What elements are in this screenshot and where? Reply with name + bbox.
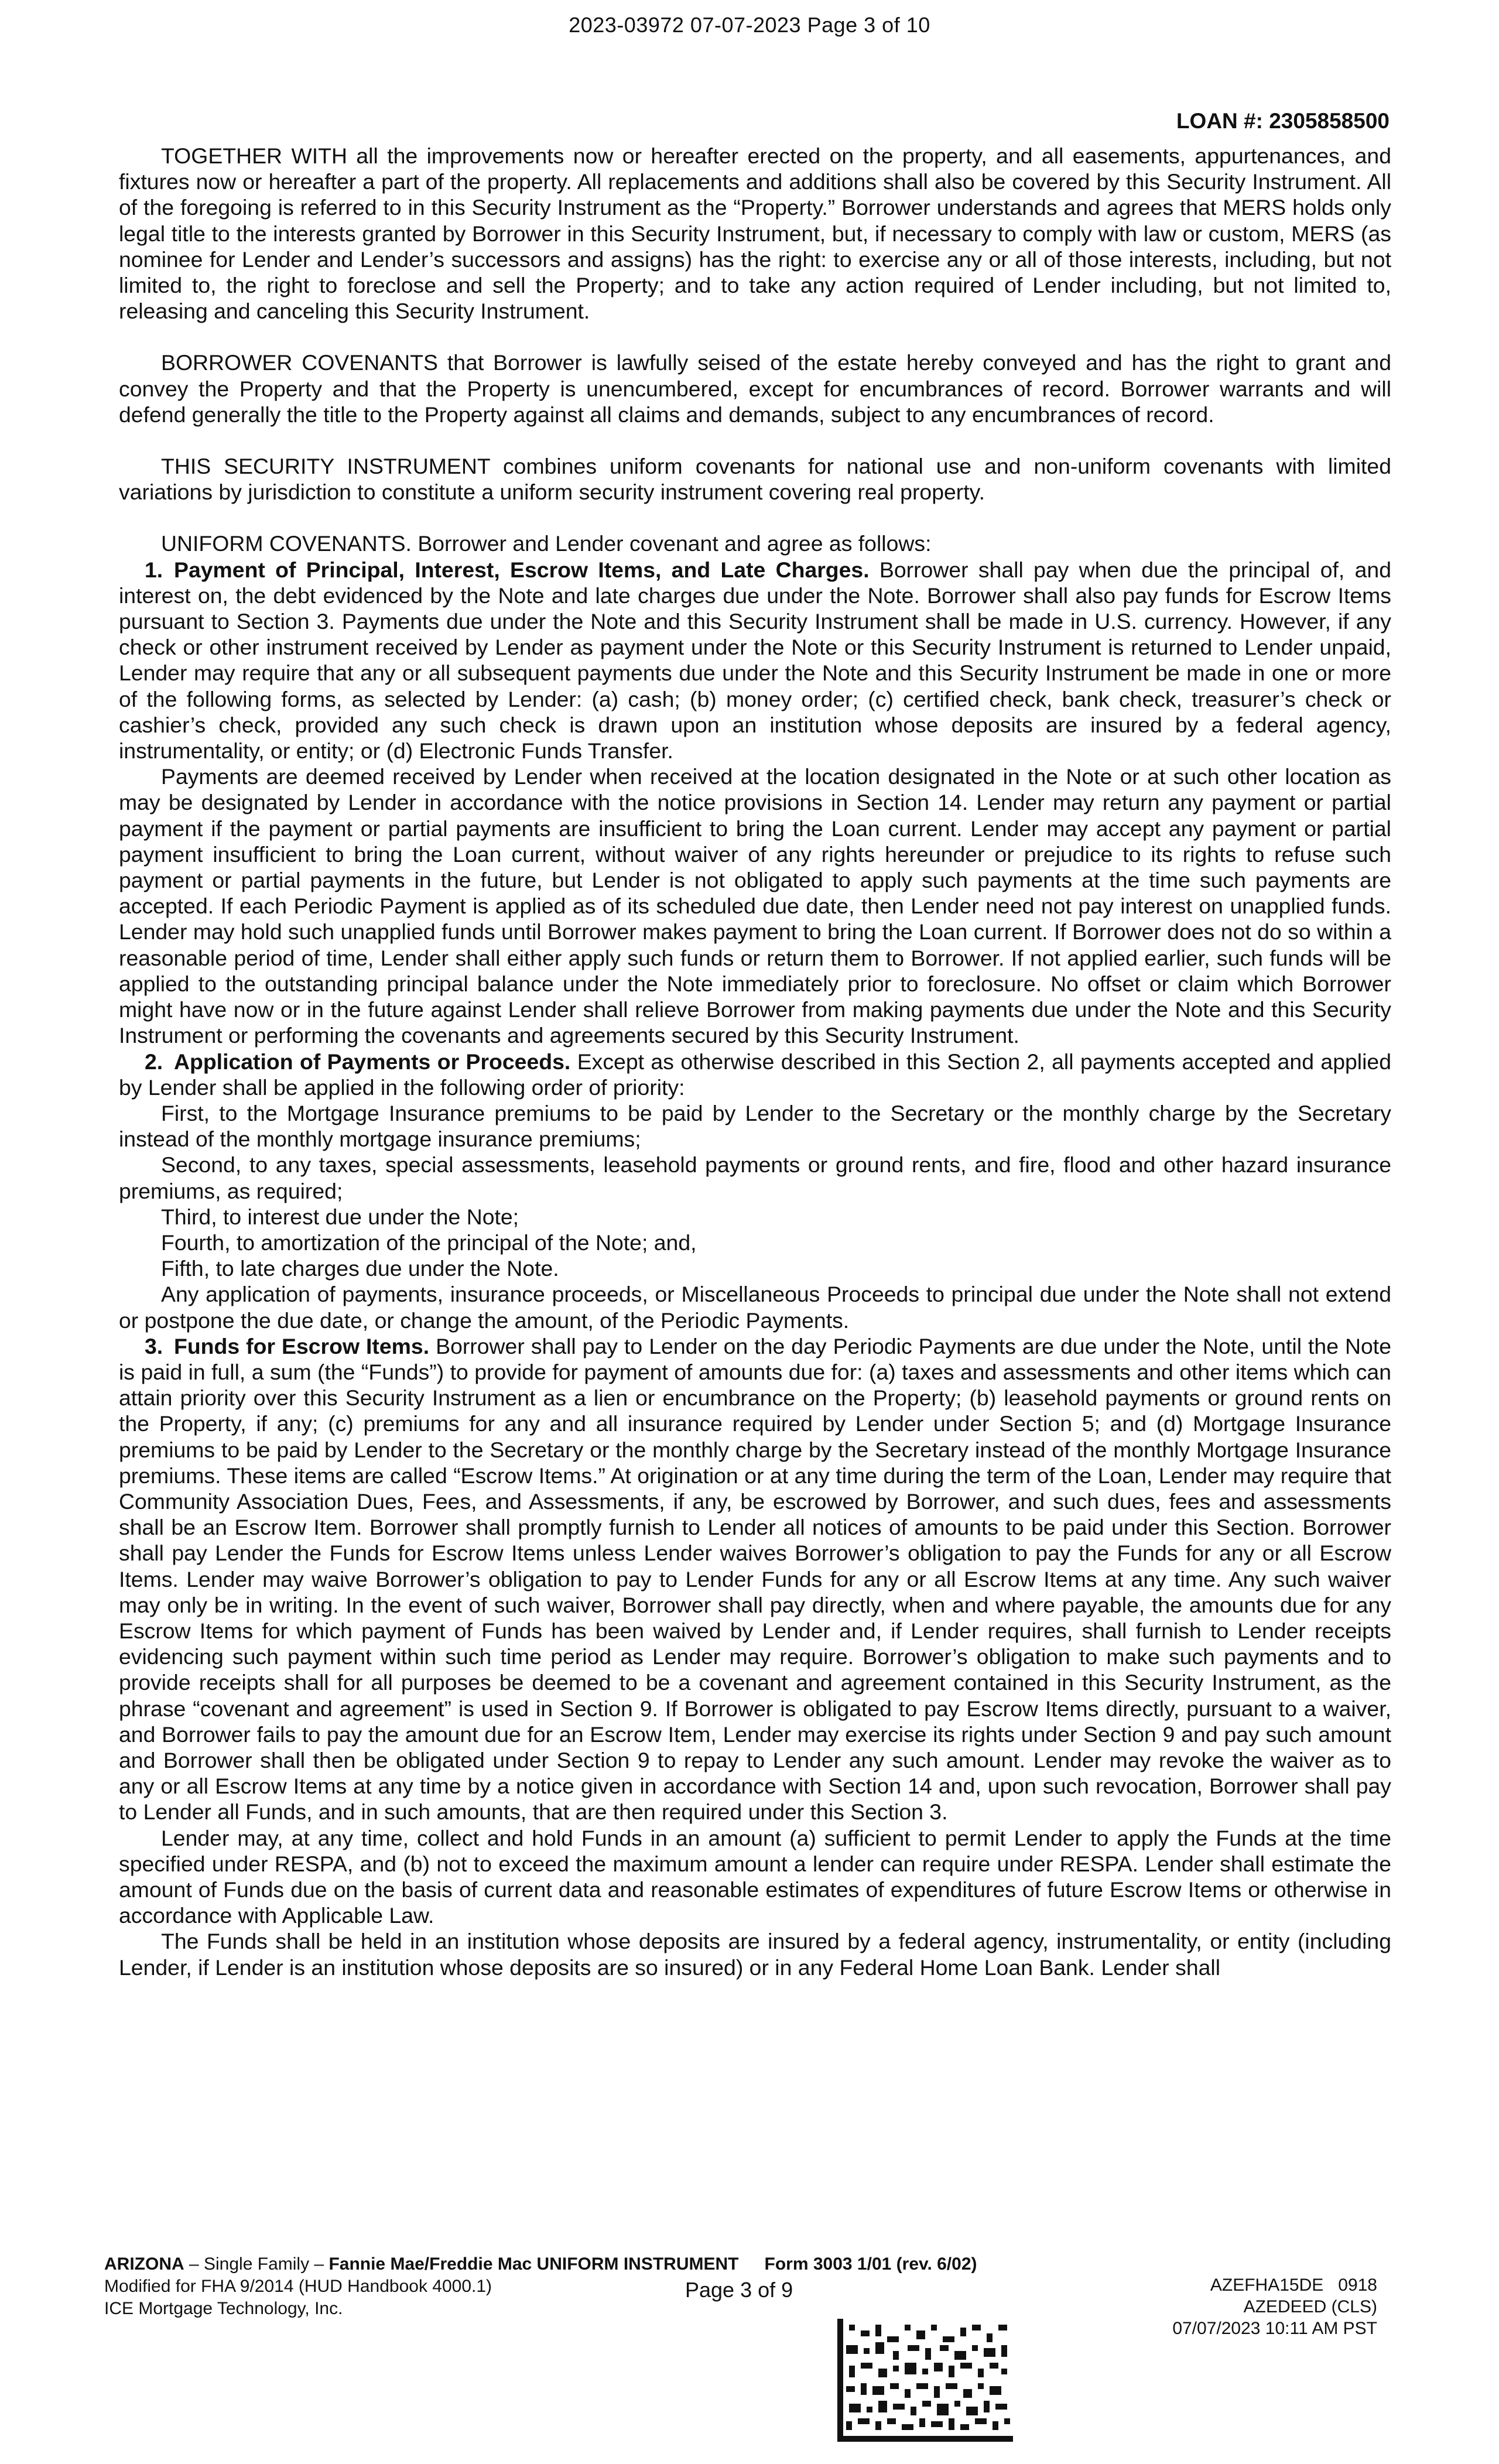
loan-number: LOAN #: 2305858500 <box>1176 109 1390 133</box>
2d-barcode-icon <box>837 2319 1013 2442</box>
footer-state: ARIZONA <box>104 2254 184 2274</box>
section-1-title: Payment of Principal, Interest, Escrow Items, and Late Charges. <box>174 557 870 582</box>
borrower-covenants-paragraph: BORROWER COVENANTS that Borrower is lawfully seised of the estate hereby conveyed and has the right to grant and convey the Property and that the Property is unencumbered, except for encumbrances of record. Borrower warrants and will defend generally the title to the Property against all claims and demands, subject to any encumbrances of record. <box>119 350 1391 427</box>
recording-stamp: 2023-03972 07-07-2023 Page 3 of 10 <box>569 13 930 37</box>
footer-line-1 <box>104 2253 977 2275</box>
page-number: Page 3 of 9 <box>685 2278 793 2302</box>
document-body <box>119 143 1391 1980</box>
section-1-text: Borrower shall pay when due the principal of, and interest on, the debt evidenced by the Note and late charges due under the Note. Borrower shall also pay funds for Escrow Items pursuant to Section 3. Payments due under the Note and this Security Instrument shall be made in U.S. currency. However, if any check or other instrument received by Lender as payment under the Note or this Security Instrument is returned to Lender unpaid, Lender may require that any or all subsequent payments due under the Note and this Security Instrument be made in one or more of the following forms, as selected by Lender: (a) cash; (b) money order; (c) certified check, bank check, treasurer’s check or cashier’s check, provided any such check is drawn upon an institution whose deposits are insured by a federal agency, instrumentality, or entity; or (d) Electronic Funds Transfer. <box>119 557 1391 764</box>
priority-second: Second, to any taxes, special assessments, leasehold payments or ground rents, and fire, flood and other hazard insurance premiums, as required; <box>119 1152 1391 1203</box>
footer-family: – Single Family – <box>184 2254 329 2274</box>
section-3-number: 3. <box>145 1333 163 1358</box>
section-1 <box>119 557 1391 764</box>
footer-timestamp: 07/07/2023 10:11 AM PST <box>1172 2319 1377 2338</box>
lender-may-paragraph: Lender may, at any time, collect and hold Funds in an amount (a) sufficient to permit Lender to apply the Funds at the time specified under RESPA, and (b) not to exceed the maximum amount a lender can require under RESPA. Lender shall estimate the amount of Funds due on the basis of current data and reasonable estimates of expenditures of future Escrow Items or otherwise in accordance with Applicable Law. <box>119 1825 1391 1928</box>
footer-code-2: AZEDEED (CLS) <box>1243 2297 1377 2316</box>
priority-first: First, to the Mortgage Insurance premiums to be paid by Lender to the Secretary or the monthly charge by the Secretary instead of the monthly mortgage insurance premiums; <box>119 1100 1391 1152</box>
footer-modified: Modified for FHA 9/2014 (HUD Handbook 4000.1) <box>104 2277 492 2296</box>
priority-fifth: Fifth, to late charges due under the Note. <box>161 1256 559 1281</box>
any-application-paragraph: Any application of payments, insurance proceeds, or Miscellaneous Proceeds to principal due under the Note shall not extend or postpone the due date, or change the amount, of the Periodic Payments. <box>119 1282 1391 1333</box>
uniform-covenants-paragraph: UNIFORM COVENANTS. Borrower and Lender covenant and agree as follows: <box>161 531 932 556</box>
footer-form-info <box>104 2253 977 2320</box>
section-3 <box>119 1333 1391 1825</box>
together-with-paragraph: TOGETHER WITH all the improvements now or hereafter erected on the property, and all easements, appurtenances, and fixtures now or hereafter a part of the property. All replacements and additions shall also be covered by this Security Instrument. All of the foregoing is referred to in this Security Instrument as the “Property.” Borrower understands and agrees that MERS holds only legal title to the interests granted by Borrower in this Security Instrument, but, if necessary to comply with law or custom, MERS (as nominee for Lender and Lender’s successors and assigns) has the right: to exercise any or all of those interests, including, but not limited to, the right to foreclose and sell the Property; and to take any action required of Lender including, but not limited to, releasing and canceling this Security Instrument. <box>119 143 1391 324</box>
footer-form-number: Form 3003 1/01 (rev. 6/02) <box>764 2254 977 2274</box>
section-1-number: 1. <box>145 557 163 582</box>
priority-third: Third, to interest due under the Note; <box>161 1204 519 1229</box>
security-instrument-paragraph: THIS SECURITY INSTRUMENT combines uniform covenants for national use and non-uniform covenants with limited variations by jurisdiction to constitute a uniform security instrument covering real property. <box>119 454 1391 505</box>
section-2 <box>119 1049 1391 1100</box>
section-3-title: Funds for Escrow Items. <box>174 1333 430 1358</box>
footer-doc-codes <box>1172 2274 1377 2339</box>
footer-code-1: AZEFHA15DE 0918 <box>1210 2275 1377 2295</box>
priority-fourth: Fourth, to amortization of the principal of the Note; and, <box>161 1230 697 1255</box>
footer-vendor: ICE Mortgage Technology, Inc. <box>104 2299 343 2318</box>
funds-held-paragraph: The Funds shall be held in an institution whose deposits are insured by a federal agency, instrumentality, or entity (including Lender, if Lender is an institution whose deposits are so insured) or in any Federal Home Loan Bank. Lender shall <box>119 1929 1391 1980</box>
section-2-text: Except as otherwise described in this Section 2, all payments accepted and applied by Lender shall be applied in the following order of priority: <box>119 1049 1392 1100</box>
section-3-text: Borrower shall pay to Lender on the day Periodic Payments are due under the Note, until the Note is paid in full, a sum (the “Funds”) to provide for payment of amounts due for: (a) taxes and assessments and other items which can attain priority over this Security Instrument as a lien or encumbrance on the Property; (b) leasehold payments or ground rents on the Property, if any; (c) premiums for any and all insurance required by Lender under Section 5; and (d) Mortgage Insurance premiums to be paid by Lender to the Secretary or the monthly charge by the Secretary instead of the monthly Mortgage Insurance premiums. These items are called “Escrow Items.” At origination or at any time during the term of the Loan, Lender may require that Community Association Dues, Fees, and Assessments, if any, be escrowed by Borrower, and such dues, fees and assessments shall be an Escrow Item. Borrower shall promptly furnish to Lender all notices of amounts to be paid under this Section. Borrower shall pay Lender the Funds for Escrow Items unless Lender waives Borrower’s obligation to pay the Funds for any or all Escrow Items. Lender may waive Borrower’s obligation to pay to Lender Funds for any or all Escrow Items at any time. Any such waiver may only be in writing. In the event of such waiver, Borrower shall pay directly, when and where payable, the amounts due for any Escrow Items for which payment of Funds has been waived by Lender and, if Lender requires, shall furnish to Lender receipts evidencing such payment within such time period as Lender may require. Borrower’s obligation to make such payments and to provide receipts shall for all purposes be deemed to be a covenant and agreement contained in this Security Instrument, as the phrase “covenant and agreement” is used in Section 9. If Borrower is obligated to pay Escrow Items directly, pursuant to a waiver, and Borrower fails to pay the amount due for an Escrow Item, Lender may exercise its rights under Section 9 and pay such amount and Borrower shall then be obligated under Section 9 to repay to Lender any such amount. Lender may revoke the waiver as to any or all Escrow Items at any time by a notice given in accordance with Section 14 and, upon such revocation, Borrower shall pay to Lender all Funds, and in such amounts, that are then required under this Section 3. <box>119 1333 1391 1825</box>
section-2-number: 2. <box>145 1049 163 1074</box>
footer-instrument: Fannie Mae/Freddie Mac UNIFORM INSTRUMENT <box>328 2254 739 2274</box>
payments-deemed-paragraph: Payments are deemed received by Lender when received at the location designated in the Note or at such other location as may be designated by Lender in accordance with the notice provisions in Section 14. Lender may return any payment or partial payment if the payment or partial payments are insufficient to bring the Loan current. Lender may accept any payment or partial payment insufficient to bring the Loan current, without waiver of any rights hereunder or prejudice to its rights to refuse such payment or partial payments in the future, but Lender is not obligated to apply such payments at the time such payments are accepted. If each Periodic Payment is applied as of its scheduled due date, then Lender need not pay interest on unapplied funds. Lender may hold such unapplied funds until Borrower makes payment to bring the Loan current. If Borrower does not do so within a reasonable period of time, Lender shall either apply such funds or return them to Borrower. If not applied earlier, such funds will be applied to the outstanding principal balance under the Note immediately prior to foreclosure. No offset or claim which Borrower might have now or in the future against Lender shall relieve Borrower from making payments due under the Note and this Security Instrument or performing the covenants and agreements secured by this Security Instrument. <box>119 764 1391 1048</box>
section-2-title: Application of Payments or Proceeds. <box>174 1049 571 1074</box>
